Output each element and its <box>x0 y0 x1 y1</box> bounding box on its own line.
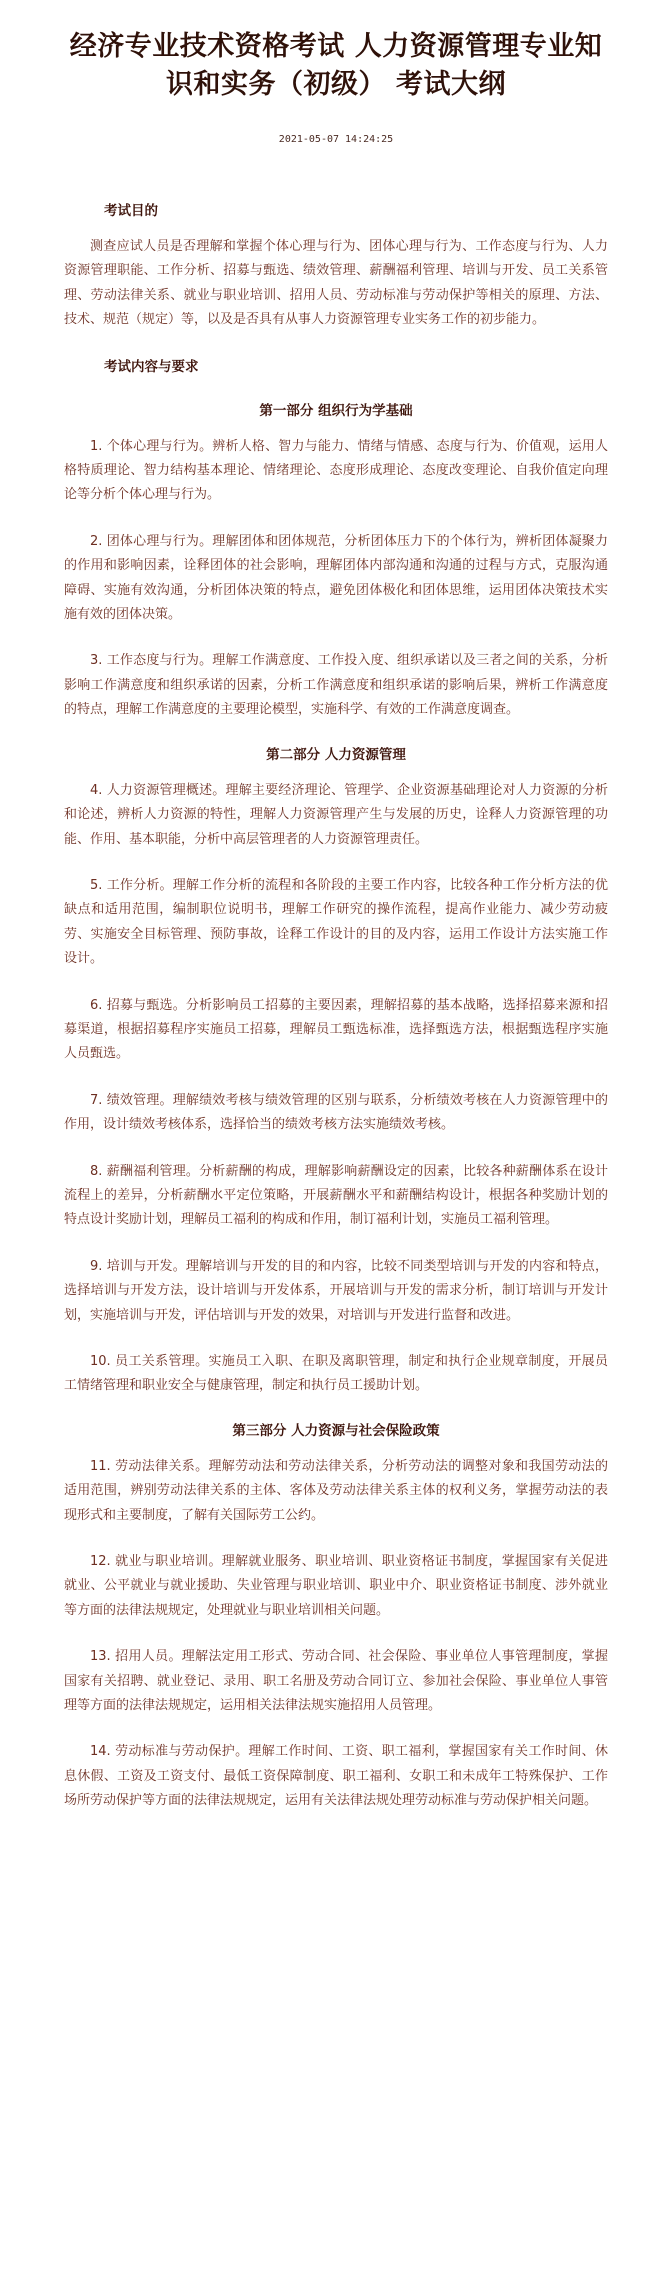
part-heading: 第二部分 人力资源管理 <box>266 746 406 763</box>
syllabus-item: 10. 员工关系管理。实施员工入职、在职及离职管理，制定和执行企业规章制度，开展员工情绪管理和职业安全与健康管理，制定和执行员工援助计划。 <box>64 1354 608 1394</box>
syllabus-item: 7. 绩效管理。理解绩效考核与绩效管理的区别与联系，分析绩效考核在人力资源管理中的作用，设计绩效考核体系，选择恰当的绩效考核方法实施绩效考核。 <box>64 1092 608 1133</box>
article-body <box>64 201 608 1814</box>
syllabus-item: 14. 劳动标准与劳动保护。理解工作时间、工资、职工福利，掌握国家有关工作时间、休息休假、工资及工资支付、最低工资保障制度、职工福利、女职工和未成年工特殊保护、工作场所劳动保护等方面的法律法规规定，运用有关法律法规处理劳动标准与劳动保护相关问题。 <box>64 1744 608 1809</box>
purpose-paragraph: 测查应试人员是否理解和掌握个体心理与行为、团体心理与行为、工作态度与行为、人力资源管理职能、工作分析、招募与甄选、绩效管理、薪酬福利管理、培训与开发、员工关系管理、劳动法律关系、就业与职业培训、招用人员、劳动标准与劳动保护等相关的原理、方法、技术、规范（规定）等，以及是否具有从事人力资源管理专业实务工作的初步能力。 <box>64 239 608 328</box>
syllabus-item: 3. 工作态度与行为。理解工作满意度、工作投入度、组织承诺以及三者之间的关系，分析影响工作满意度和组织承诺的因素，分析工作满意度和组织承诺的影响后果，辨析工作满意度的特点，理解工作满意度的主要理论模型，实施科学、有效的工作满意度调查。 <box>64 653 608 718</box>
syllabus-item: 4. 人力资源管理概述。理解主要经济理论、管理学、企业资源基础理论对人力资源的分析和论述，辨析人力资源的特性，理解人力资源管理产生与发展的历史，诠释人力资源管理的功能、作用、基本职能，分析中高层管理者的人力资源管理责任。 <box>64 782 608 847</box>
syllabus-item: 5. 工作分析。理解工作分析的流程和各阶段的主要工作内容，比较各种工作分析方法的优缺点和适用范围，编制职位说明书，理解工作研究的操作流程，提高作业能力、减少劳动疲劳、实施安全目标管理、预防事故，诠释工作设计的目的及内容，运用工作设计方法实施工作设计。 <box>64 877 608 967</box>
publish-timestamp: 2021-05-07 14:24:25 <box>278 134 394 145</box>
syllabus-item: 9. 培训与开发。理解培训与开发的目的和内容，比较不同类型培训与开发的内容和特点，选择培训与开发方法，设计培训与开发体系，开展培训与开发的需求分析，制订培训与开发计划，实施培训与开发，评估培训与开发的效果，对培训与开发进行监督和改进。 <box>64 1258 608 1323</box>
syllabus-item: 13. 招用人员。理解法定用工形式、劳动合同、社会保险、事业单位人事管理制度，掌握国家有关招聘、就业登记、录用、职工名册及劳动合同订立、参加社会保险、事业单位人事管理等方面的法律法规规定，运用相关法律法规实施招用人员管理。 <box>64 1649 608 1714</box>
part-heading: 第三部分 人力资源与社会保险政策 <box>232 1422 440 1439</box>
syllabus-item: 1. 个体心理与行为。辨析人格、智力与能力、情绪与情感、态度与行为、价值观，运用人格特质理论、智力结构基本理论、情绪理论、态度形成理论、态度改变理论、自我价值定向理论等分析个体心理与行为。 <box>64 438 608 503</box>
syllabus-item: 2. 团体心理与行为。理解团体和团体规范，分析团体压力下的个体行为，辨析团体凝聚力的作用和影响因素，诠释团体的社会影响，理解团体内部沟通和沟通的过程与方式，克服沟通障碍、实施有效沟通，分析团体决策的特点，避免团体极化和团体思维，运用团体决策技术实施有效的团体决策。 <box>64 533 608 623</box>
syllabus-item: 12. 就业与职业培训。理解就业服务、职业培训、职业资格证书制度，掌握国家有关促进就业、公平就业与就业援助、失业管理与职业培训、职业中介、职业资格证书制度、涉外就业等方面的法律法规规定，处理就业与职业培训相关问题。 <box>64 1554 608 1618</box>
section-heading-purpose: 考试目的 <box>104 203 158 219</box>
syllabus-item: 8. 薪酬福利管理。分析薪酬的构成，理解影响薪酬设定的因素，比较各种薪酬体系在设计流程上的差异，分析薪酬水平定位策略，开展薪酬水平和薪酬结构设计，根据各种奖励计划的特点设计奖励计划，理解员工福利的构成和作用，制订福利计划，实施员工福利管理。 <box>64 1163 608 1228</box>
syllabus-item: 11. 劳动法律关系。理解劳动法和劳动法律关系，分析劳动法的调整对象和我国劳动法的适用范围，辨别劳动法律关系的主体、客体及劳动法律关系主体的权利义务，掌握劳动法的表现形式和主要制度，了解有关国际劳工公约。 <box>64 1458 608 1523</box>
part-heading: 第一部分 组织行为学基础 <box>259 402 413 419</box>
syllabus-item: 6. 招募与甄选。分析影响员工招募的主要因素，理解招募的基本战略，选择招募来源和招募渠道，根据招募程序实施员工招募，理解员工甄选标准，选择甄选方法，根据甄选程序实施人员甄选。 <box>64 997 608 1062</box>
section-heading-content: 考试内容与要求 <box>104 358 199 375</box>
article-title: 经济专业技术资格考试 人力资源管理专业知识和实务（初级） 考试大纲 <box>69 31 603 100</box>
